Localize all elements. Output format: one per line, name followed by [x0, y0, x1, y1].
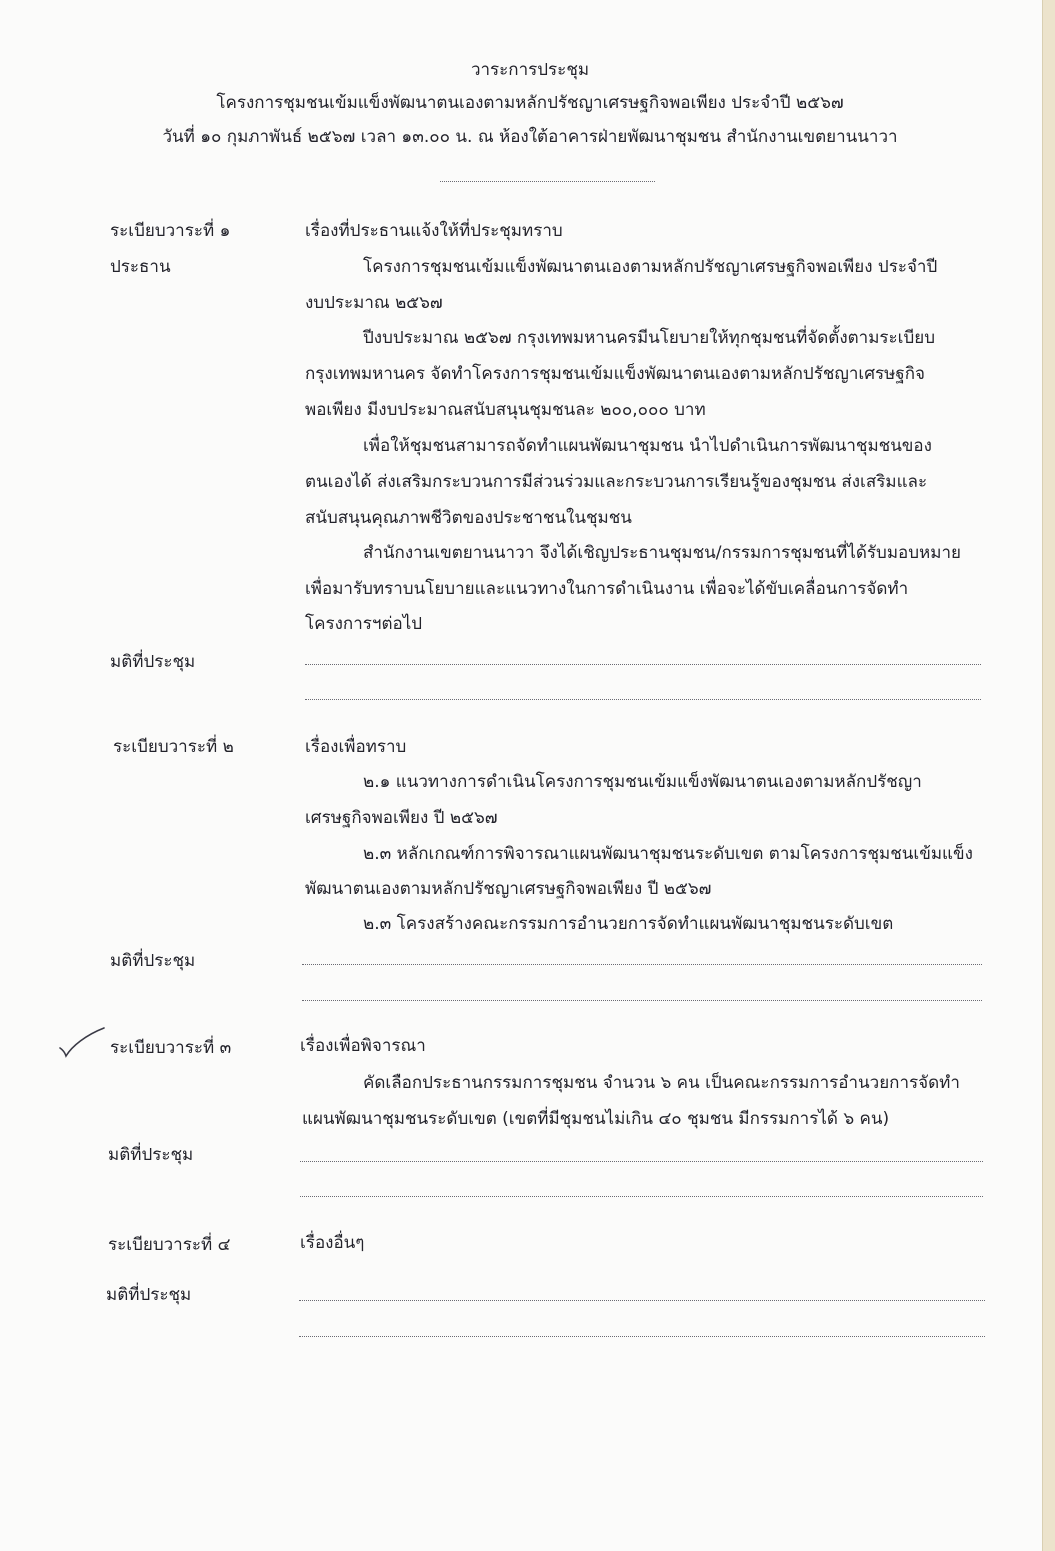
- resolution-line: [299, 1336, 985, 1337]
- agenda-2-line: ๒.๓ หลักเกณฑ์การพิจารณาแผนพัฒนาชุมชนระดับเขต ตามโครงการชุมชนเข้มแข็ง: [363, 844, 973, 864]
- agenda-3-line: แผนพัฒนาชุมชนระดับเขต (เขตที่มีชุมชนไม่เกิน ๔๐ ชุมชน มีกรรมการได้ ๖ คน): [302, 1109, 890, 1129]
- agenda-1-line: สำนักงานเขตยานนาวา จึงได้เชิญประธานชุมชน/กรรมการชุมชนที่ได้รับมอบหมาย: [363, 543, 961, 563]
- meeting-datetime: วันที่ ๑๐ กุมภาพันธ์ ๒๕๖๗ เวลา ๑๓.๐๐ น. ณ ห้องใต้อาคารฝ่ายพัฒนาชุมชน สำนักงานเขตยานนาวา: [162, 127, 898, 147]
- resolution-line: [305, 699, 981, 700]
- agenda-3-resolution-label: มติที่ประชุม: [108, 1145, 194, 1165]
- agenda-1-label: ระเบียบวาระที่ ๑: [110, 221, 231, 241]
- agenda-2-label: ระเบียบวาระที่ ๒: [113, 737, 234, 757]
- resolution-line: [300, 1196, 983, 1197]
- resolution-line: [302, 964, 982, 965]
- resolution-line: [305, 664, 981, 665]
- checkmark-icon: [58, 1026, 106, 1058]
- agenda-4-resolution-label: มติที่ประชุม: [106, 1285, 192, 1305]
- agenda-2-line: ๒.๑ แนวทางการดำเนินโครงการชุมชนเข้มแข็งพัฒนาตนเองตามหลักปรัชญา: [363, 772, 922, 792]
- agenda-1-line: โครงการฯต่อไป: [305, 614, 423, 634]
- resolution-line: [302, 1000, 982, 1001]
- agenda-1-line: ตนเองได้ ส่งเสริมกระบวนการมีส่วนร่วมและกระบวนการเรียนรู้ของชุมชน ส่งเสริมและ: [305, 472, 928, 492]
- agenda-1-line: กรุงเทพมหานคร จัดทำโครงการชุมชนเข้มแข็งพัฒนาตนเองตามหลักปรัชญาเศรษฐกิจ: [305, 364, 925, 384]
- agenda-2-topic: เรื่องเพื่อทราบ: [305, 737, 407, 757]
- agenda-2-line: พัฒนาตนเองตามหลักปรัชญาเศรษฐกิจพอเพียง ปี ๒๕๖๗: [305, 879, 712, 899]
- agenda-3-line: คัดเลือกประธานกรรมการชุมชน จำนวน ๖ คน เป็นคณะกรรมการอำนวยการจัดทำ: [363, 1073, 960, 1093]
- agenda-4-label: ระเบียบวาระที่ ๔: [108, 1235, 231, 1255]
- agenda-1-speaker: ประธาน: [110, 257, 171, 277]
- paper-edge: [1042, 0, 1055, 1551]
- agenda-2-line: ๒.๓ โครงสร้างคณะกรรมการอำนวยการจัดทำแผนพัฒนาชุมชนระดับเขต: [363, 914, 894, 934]
- page-title: วาระการประชุม: [470, 60, 590, 80]
- agenda-1-line: เพื่อให้ชุมชนสามารถจัดทำแผนพัฒนาชุมชน นำไปดำเนินการพัฒนาชุมชนของ: [363, 436, 932, 456]
- resolution-line: [299, 1300, 985, 1301]
- header-divider: [440, 181, 655, 182]
- agenda-4-topic: เรื่องอื่นๆ: [300, 1233, 365, 1253]
- agenda-3-label: ระเบียบวาระที่ ๓: [110, 1038, 232, 1058]
- agenda-3-topic: เรื่องเพื่อพิจารณา: [300, 1036, 426, 1056]
- agenda-1-line: เพื่อมารับทราบนโยบายและแนวทางในการดำเนินงาน เพื่อจะได้ขับเคลื่อนการจัดทำ: [305, 579, 909, 599]
- agenda-1-line: โครงการชุมชนเข้มแข็งพัฒนาตนเองตามหลักปรัชญาเศรษฐกิจพอเพียง ประจำปี: [363, 257, 938, 277]
- project-title: โครงการชุมชนเข้มแข็งพัฒนาตนเองตามหลักปรัชญาเศรษฐกิจพอเพียง ประจำปี ๒๕๖๗: [216, 93, 844, 113]
- agenda-1-topic: เรื่องที่ประธานแจ้งให้ที่ประชุมทราบ: [305, 221, 563, 241]
- resolution-line: [300, 1161, 983, 1162]
- agenda-2-resolution-label: มติที่ประชุม: [110, 951, 196, 971]
- agenda-1-line: ปีงบประมาณ ๒๕๖๗ กรุงเทพมหานครมีนโยบายให้ทุกชุมชนที่จัดตั้งตามระเบียบ: [363, 328, 936, 348]
- agenda-1-resolution-label: มติที่ประชุม: [110, 652, 196, 672]
- agenda-2-line: เศรษฐกิจพอเพียง ปี ๒๕๖๗: [305, 808, 498, 828]
- agenda-1-line: พอเพียง มีงบประมาณสนับสนุนชุมชนละ ๒๐๐,๐๐๐ บาท: [305, 400, 706, 420]
- agenda-1-line: สนับสนุนคุณภาพชีวิตของประชาชนในชุมชน: [305, 508, 632, 528]
- agenda-1-line: งบประมาณ ๒๕๖๗: [305, 293, 443, 313]
